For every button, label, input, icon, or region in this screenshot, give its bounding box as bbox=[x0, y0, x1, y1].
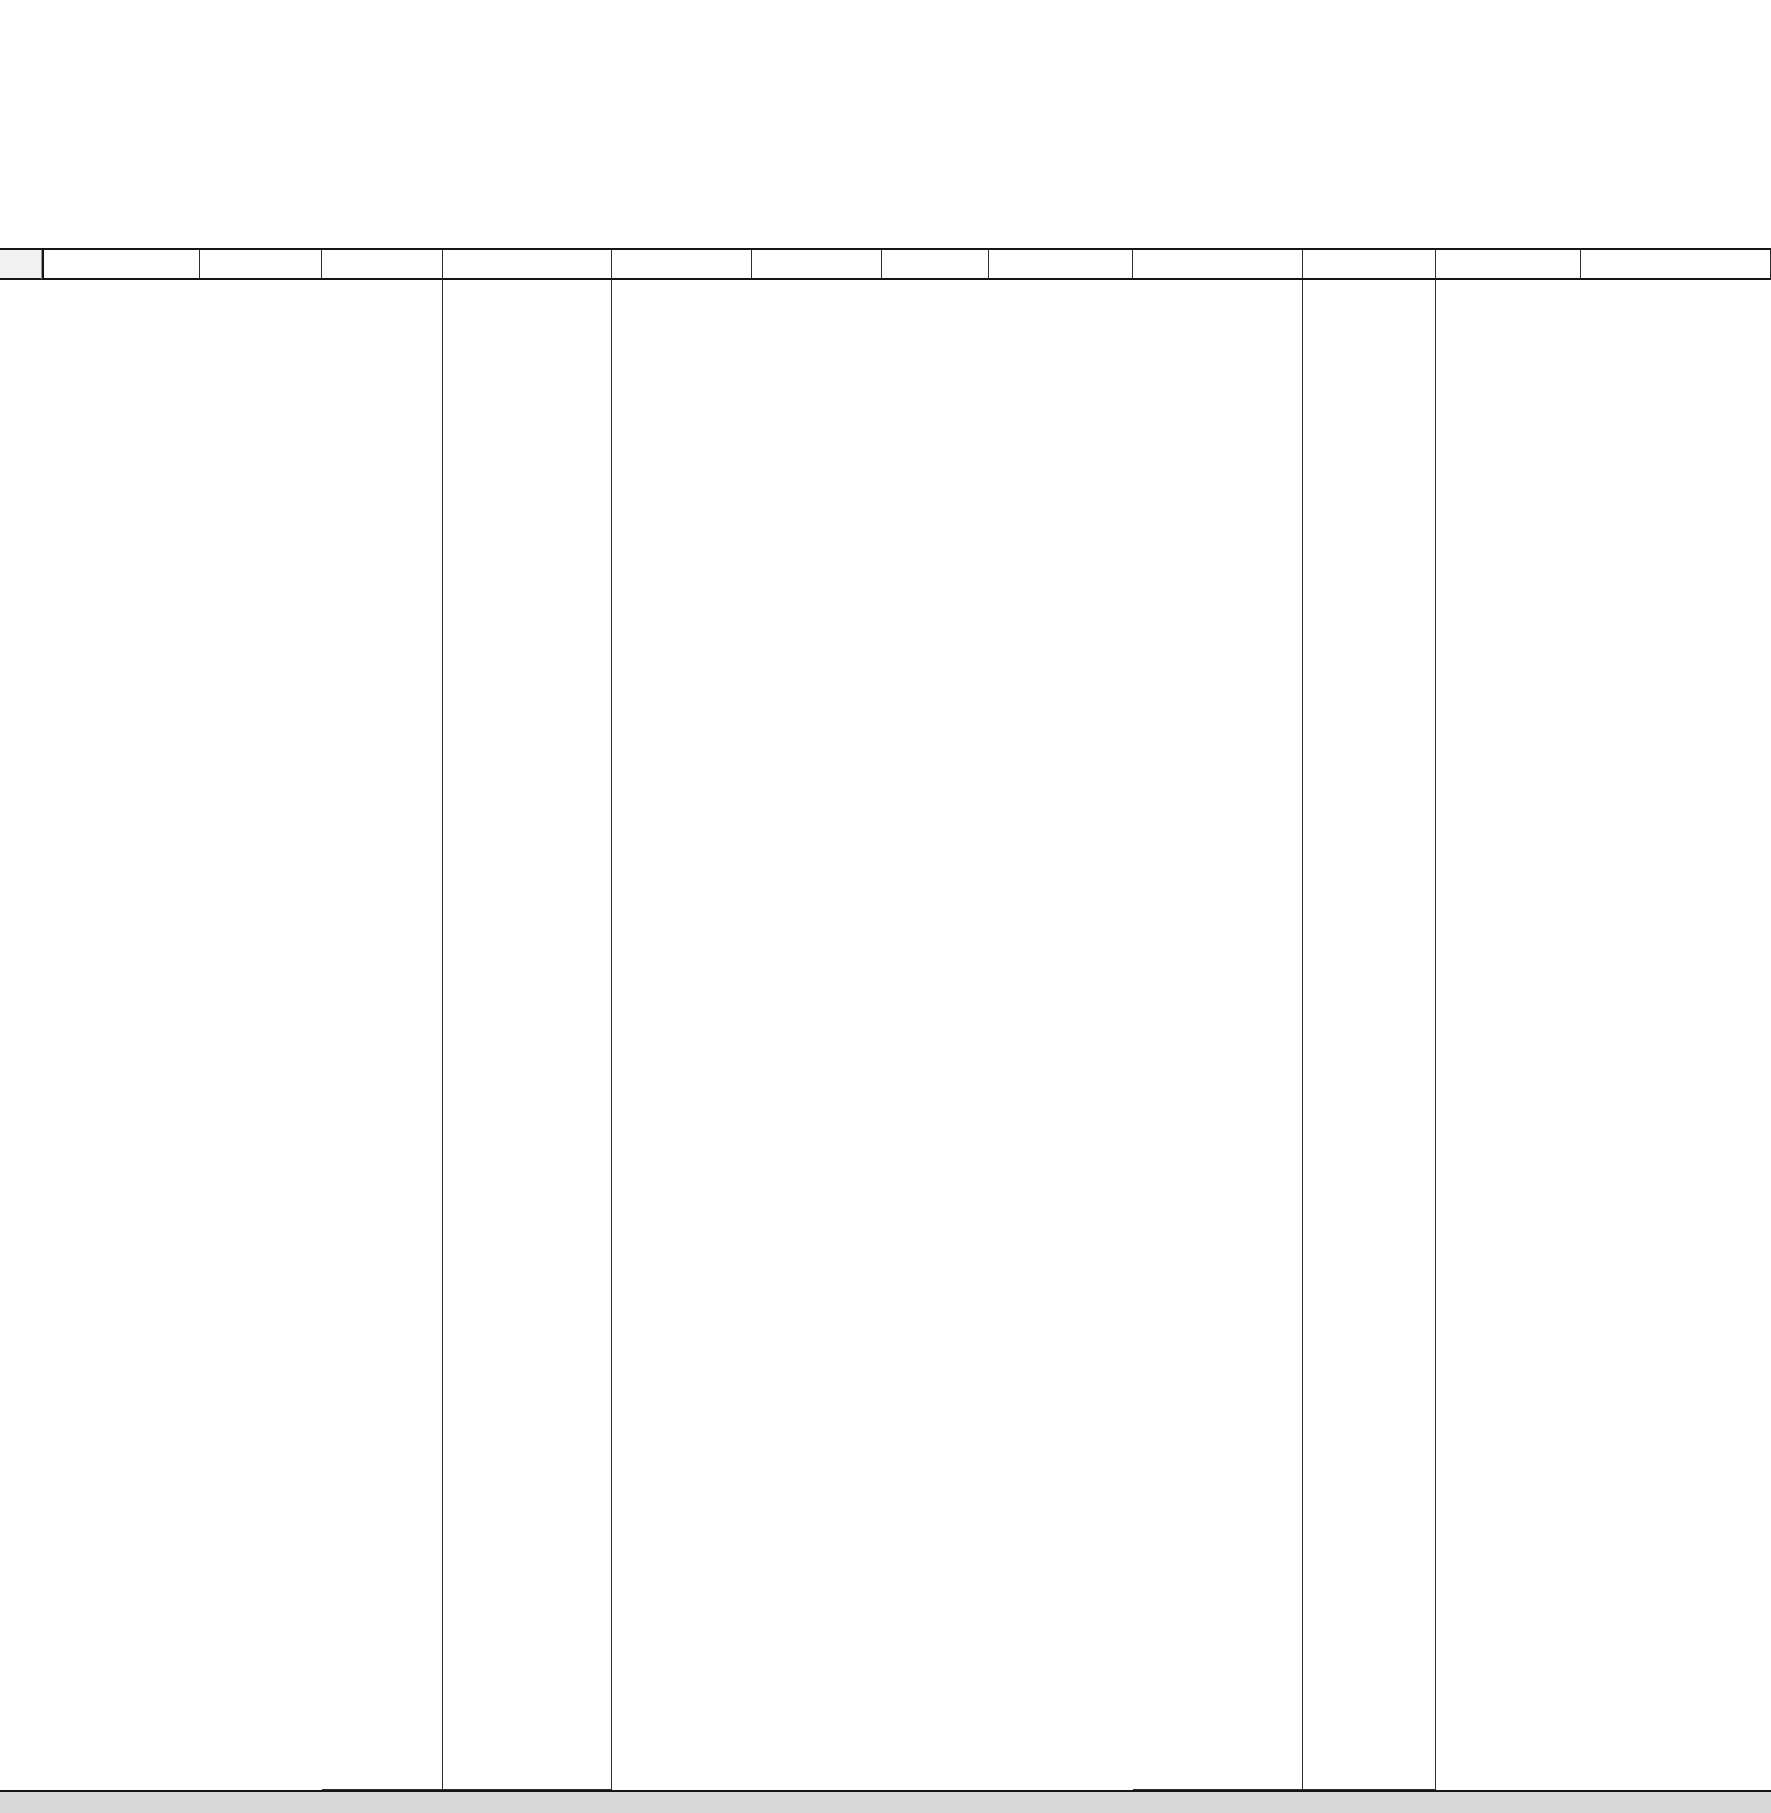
col-header-duty-time bbox=[1133, 250, 1303, 280]
row-number-header bbox=[0, 250, 42, 280]
col-header-campus-card bbox=[989, 250, 1133, 280]
duty-table bbox=[0, 248, 1771, 1792]
duty-time-phone-merged-cell bbox=[1303, 280, 1436, 1790]
col-header-duty-location bbox=[443, 250, 612, 280]
col-header-admin-phone bbox=[882, 250, 989, 280]
duty-phone-merged-cell bbox=[322, 280, 443, 1790]
col-header-time-phone bbox=[1303, 250, 1436, 280]
col-header-duty-person bbox=[200, 250, 322, 280]
duty-time-merged-cell bbox=[1133, 280, 1303, 1790]
col-header-contact-phone bbox=[1581, 250, 1771, 280]
sheet-top-area bbox=[0, 0, 1771, 248]
col-header-admin-duty bbox=[752, 250, 882, 280]
bottom-edge-shadow bbox=[0, 1792, 1771, 1813]
col-header-date bbox=[42, 250, 200, 280]
col-header-user-fee bbox=[612, 250, 752, 280]
col-header-leader bbox=[1436, 250, 1581, 280]
duty-location-merged-cell bbox=[443, 280, 612, 1790]
col-header-duty-phone bbox=[322, 250, 443, 280]
page-title bbox=[42, 0, 1542, 64]
